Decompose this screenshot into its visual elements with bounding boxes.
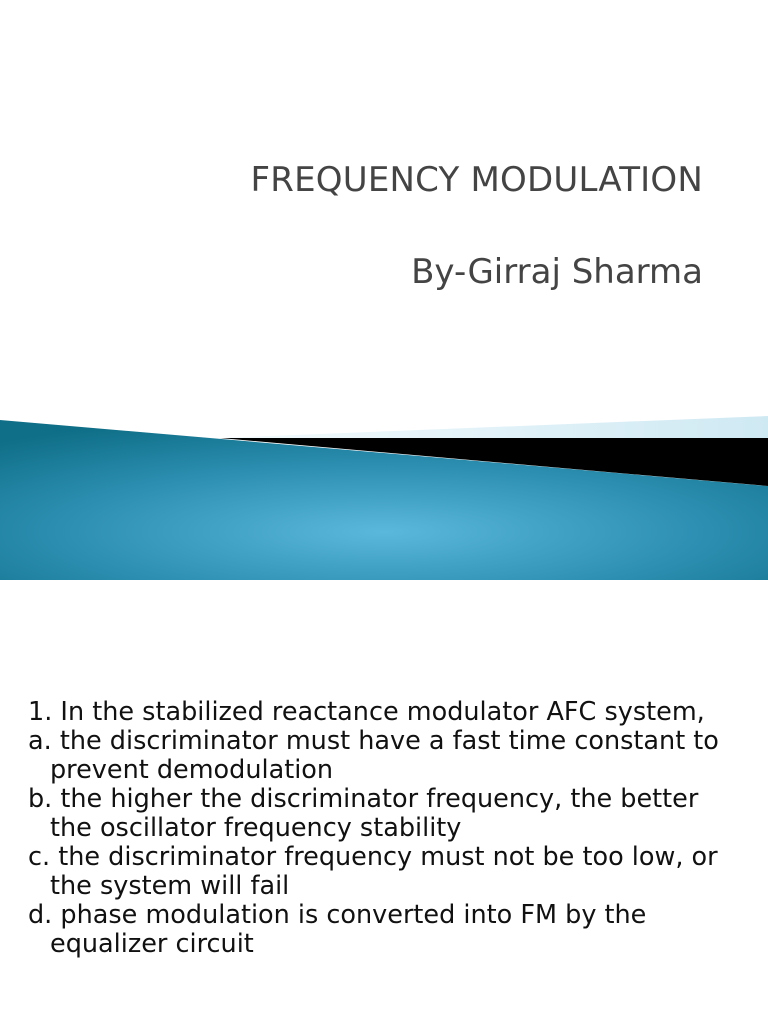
question-block xyxy=(28,698,748,959)
option-b: b. the higher the discriminator frequency, the better the oscillator frequency stability xyxy=(28,784,699,843)
slide-subtitle: By-Girraj Sharma xyxy=(411,252,703,292)
option-d: d. phase modulation is converted into FM by the equalizer circuit xyxy=(28,900,647,959)
question-stem: 1. In the stabilized reactance modulator AFC system, xyxy=(28,697,705,727)
banner-light-stripe xyxy=(220,416,768,440)
slide-title: FREQUENCY MODULATION xyxy=(250,160,703,200)
decorative-banner xyxy=(0,400,768,580)
option-c: c. the discriminator frequency must not be too low, or the system will fail xyxy=(28,842,718,901)
option-a: a. the discriminator must have a fast time constant to prevent demodulation xyxy=(28,726,719,785)
